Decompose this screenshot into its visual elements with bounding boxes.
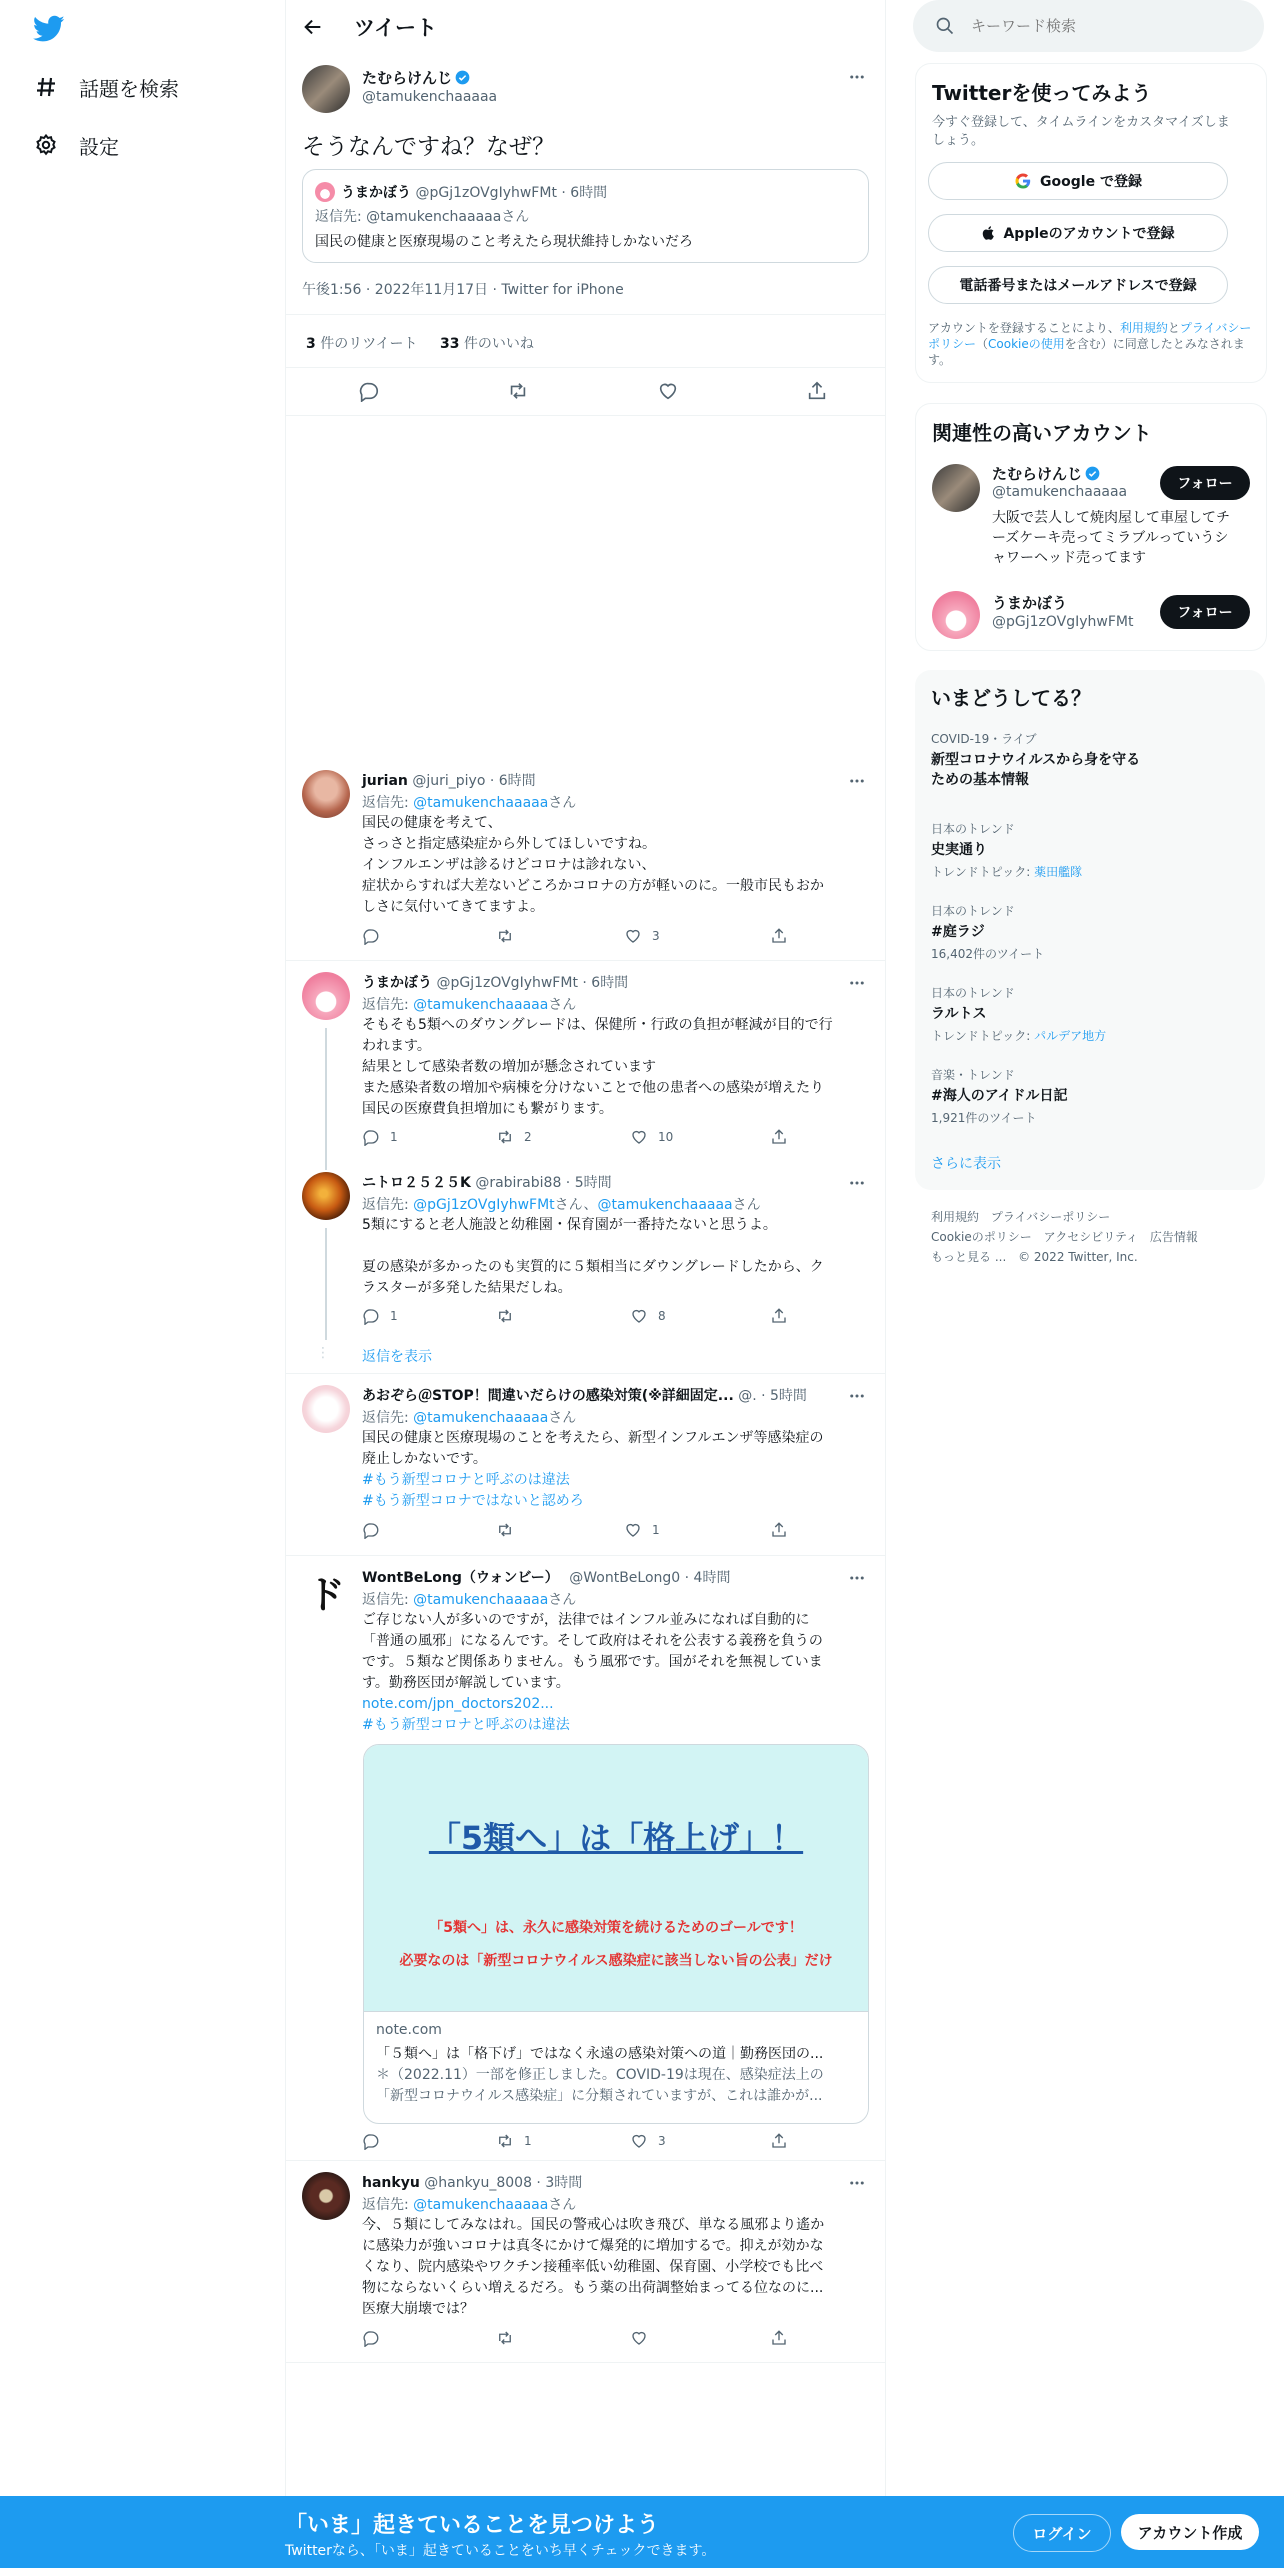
trend-category: 日本のトレンド: [931, 904, 1015, 918]
reply-to-link[interactable]: @tamukenchaaaaa: [413, 795, 549, 811]
reply-count: 1: [390, 1130, 398, 1144]
more-options-icon[interactable]: [848, 1569, 866, 1587]
reply-text: [362, 2215, 824, 2320]
reply-count: 1: [390, 1309, 398, 1323]
share-button[interactable]: [770, 2329, 798, 2347]
signup-label: アカウント作成: [1137, 2523, 1243, 2542]
text-line: 結果として感染者数の増加が懸念されています: [362, 1059, 656, 1075]
reply-tweet[interactable]: [286, 962, 885, 1162]
reply-to-line: [362, 1589, 576, 1609]
gear-icon: [33, 132, 59, 158]
reply-handle-time: @WontBeLong0 · 4時間: [569, 1570, 731, 1586]
trend-topic-link[interactable]: 薬田艦隊: [1034, 865, 1083, 879]
external-link[interactable]: note.com/jpn_doctors202...: [362, 1696, 554, 1712]
reply-icon: [362, 2329, 380, 2347]
verified-badge-icon: [1085, 466, 1100, 481]
footer-terms-link[interactable]: 利用規約: [931, 1210, 980, 1224]
text-line: す。勤務医団が解説しています。: [362, 1675, 570, 1691]
search-icon: [935, 16, 955, 36]
link-card[interactable]: [363, 1744, 869, 2124]
related-avatar[interactable]: [932, 591, 980, 639]
retweet-icon: [496, 2132, 514, 2150]
main-column: [285, 0, 886, 2568]
quoted-reply-to: [315, 206, 529, 226]
legal-text: と: [1167, 321, 1180, 335]
reply-icon: [362, 927, 380, 945]
reply-suffix: さん: [548, 2197, 577, 2213]
reply-author-name[interactable]: ニトロ２５２５K: [362, 1175, 471, 1191]
trend-category: 音楽・トレンド: [931, 1068, 1015, 1082]
share-icon: [770, 1307, 788, 1325]
like-icon: [630, 2132, 648, 2150]
trend-item[interactable]: [931, 820, 1251, 880]
hashtag-icon: [33, 74, 59, 100]
reply-author-name[interactable]: WontBeLong（ウォンビー）: [362, 1570, 559, 1586]
reply-author-name[interactable]: jurian: [362, 773, 408, 789]
nav-settings[interactable]: [33, 125, 119, 165]
bottom-signup-bar: [0, 2496, 1284, 2568]
share-button[interactable]: [770, 2132, 798, 2150]
apple-signup-button[interactable]: [928, 214, 1228, 252]
like-icon: [630, 2329, 648, 2347]
quoted-header: [341, 182, 607, 202]
retweet-button[interactable]: [496, 1128, 630, 1146]
reply-avatar[interactable]: [302, 1385, 350, 1433]
reply-handle-time: @pGj1zOVgIyhwFMt · 6時間: [436, 975, 629, 991]
apple-icon: [981, 224, 997, 242]
likes-stat[interactable]: [440, 336, 534, 352]
related-avatar[interactable]: [932, 464, 980, 512]
cookie-link[interactable]: Cookieの使用: [988, 337, 1065, 351]
signup-legal: [928, 320, 1253, 368]
reply-icon: [362, 1128, 380, 1146]
more-options-icon[interactable]: [848, 68, 866, 86]
apple-signup-label: Appleのアカウントで登録: [1003, 226, 1175, 242]
reply-button[interactable]: [362, 2329, 496, 2347]
trend-tweet-count: 16,402件のツイート: [931, 947, 1045, 961]
text-line: 大阪で芸人して焼肉屋して車屋してチ: [992, 510, 1230, 526]
trend-category: 日本のトレンド: [931, 986, 1015, 1000]
reply-actions: [362, 2329, 798, 2347]
reply-suffix: さん: [548, 997, 577, 1013]
related-title: 関連性の高いアカウント: [932, 421, 1152, 445]
footer-privacy-link[interactable]: プライバシーポリシー: [990, 1210, 1111, 1224]
text-line: ャワーヘッド売ってます: [992, 550, 1146, 566]
retweets-count: 3: [306, 336, 316, 352]
nav-explore[interactable]: [33, 67, 179, 107]
related-name-row: [992, 463, 1100, 484]
google-signup-label: Google で登録: [1040, 174, 1142, 190]
reply-to-link[interactable]: @tamukenchaaaaa: [413, 1592, 549, 1608]
tweet-meta[interactable]: 午後1:56 · 2022年11月17日 · Twitter for iPhone: [302, 282, 624, 298]
share-icon: [770, 1521, 788, 1539]
footer-more-link[interactable]: もっと見る ...: [931, 1250, 1007, 1264]
tweet-stats: [306, 333, 534, 353]
google-signup-button[interactable]: [928, 162, 1228, 200]
retweet-icon: [496, 927, 514, 945]
legal-text: アカウントを登録することにより、: [928, 321, 1120, 335]
like-button[interactable]: [624, 1521, 770, 1539]
reply-text: [362, 1015, 833, 1120]
text-line: 夏の感染が多かったのも実質的に５類相当にダウングレードしたから、ク: [362, 1259, 824, 1275]
retweet-button[interactable]: [496, 2132, 630, 2150]
bottom-bar-subtitle: Twitterなら、「いま」起きていることをいち早くチェックできます。: [285, 2543, 716, 2559]
trend-topic-prefix: トレンドトピック:: [931, 1029, 1035, 1043]
reply-suffix: さん: [548, 1410, 577, 1426]
quoted-text: 国民の健康と医療現場のこと考えたら現状維持しかないだろ: [315, 234, 693, 250]
reply-handle-time: @. · 5時間: [738, 1388, 807, 1404]
reply-actions: [362, 1521, 798, 1539]
share-button[interactable]: [770, 1128, 798, 1146]
reply-to-link[interactable]: @pGj1zOVgIyhwFMt: [413, 1197, 555, 1213]
text-line: ーズケーキ売ってミラブルっていうシ: [992, 530, 1229, 546]
trend-item[interactable]: [931, 1066, 1251, 1126]
text-line: しさに気付いてきてますよ。: [362, 899, 544, 915]
text-line: また感染者数の増加や病棟を分けないことで他の患者への感染が増えたり: [362, 1080, 824, 1096]
card-headline: 「5類へ」は「格上げ」！: [428, 1819, 804, 1857]
like-count: 1: [652, 1523, 660, 1537]
card-domain: note.com: [376, 2022, 442, 2038]
trend-item[interactable]: [931, 902, 1251, 962]
reply-author-name[interactable]: hankyu: [362, 2175, 420, 2191]
reply-to-line: [362, 1194, 761, 1214]
reply-to-line: [362, 1407, 576, 1427]
terms-link[interactable]: 利用規約: [1119, 321, 1168, 335]
trend-name: 新型コロナウイルスから身を守る: [931, 752, 1141, 768]
reply-text: [362, 1215, 824, 1299]
nav-explore-label: 話題を検索: [79, 76, 179, 101]
reply-button[interactable]: [362, 927, 496, 945]
search-box[interactable]: [913, 0, 1264, 52]
share-icon[interactable]: [806, 380, 828, 402]
retweet-icon: [496, 1128, 514, 1146]
author-name[interactable]: たむらけんじ: [362, 69, 453, 87]
reply-icon[interactable]: [358, 380, 380, 402]
retweets-label: 件のリツイート: [315, 336, 418, 352]
reply-header: [362, 972, 628, 992]
reply-prefix: 返信先:: [362, 997, 414, 1013]
reply-avatar[interactable]: [302, 770, 350, 818]
related-bio: [992, 508, 1230, 568]
trends-card: [915, 670, 1265, 1190]
text-line: そもそも5類へのダウングレードは、保健所・行政の負担が軽減が目的で行: [362, 1017, 833, 1033]
reply-button[interactable]: [362, 1521, 496, 1539]
like-icon: [630, 1128, 648, 1146]
share-button[interactable]: [770, 1521, 798, 1539]
reply-avatar[interactable]: [302, 1172, 350, 1220]
related-name[interactable]: うまかぼう: [992, 594, 1068, 612]
more-options-icon[interactable]: [848, 772, 866, 790]
google-icon: [1014, 172, 1032, 190]
like-count: 3: [652, 929, 660, 943]
reply-suffix: さん: [501, 209, 530, 225]
reply-to-link[interactable]: @tamukenchaaaaa: [413, 2197, 549, 2213]
share-icon: [770, 2132, 788, 2150]
share-icon: [770, 1128, 788, 1146]
left-nav: [0, 0, 285, 2568]
reply-actions: [362, 927, 798, 945]
like-button[interactable]: [624, 927, 770, 945]
like-icon: [624, 927, 642, 945]
retweet-icon: [496, 2329, 514, 2347]
reply-button[interactable]: [362, 2132, 496, 2150]
reply-prefix: 返信先:: [362, 795, 414, 811]
reply-icon: [362, 1521, 380, 1539]
search-input[interactable]: [969, 10, 1253, 42]
share-icon: [770, 927, 788, 945]
footer-accessibility-link[interactable]: アクセシビリティ: [1043, 1230, 1139, 1244]
reply-author-name[interactable]: あおぞら＠STOP！間違いだらけの感染対策(※詳細固定...: [362, 1388, 734, 1404]
reply-to-line: [362, 792, 576, 812]
reply-tweet[interactable]: [286, 1557, 885, 2169]
trend-item[interactable]: [931, 730, 1251, 790]
likes-label: 件のいいね: [459, 336, 534, 352]
reply-avatar[interactable]: [302, 972, 350, 1020]
login-button[interactable]: [1013, 2514, 1111, 2552]
signup-title: Twitterを使ってみよう: [932, 81, 1152, 105]
link-card-image: [364, 1745, 868, 2011]
retweets-stat[interactable]: [306, 336, 418, 352]
reply-text: [362, 1610, 823, 1736]
phone-signup-label: 電話番号またはメールアドレスで登録: [959, 278, 1197, 294]
card-subline: 「5類へ」は、永久に感染対策を続けるためのゴールです！: [429, 1920, 803, 1936]
trend-name: ための基本情報: [931, 772, 1029, 788]
text-line: です。５類など関係ありません。もう風邪です。国がそれを無視していま: [362, 1654, 823, 1670]
related-name[interactable]: たむらけんじ: [992, 465, 1083, 483]
like-button[interactable]: [630, 2329, 770, 2347]
text-line: 国民の健康を考えて、: [362, 815, 502, 831]
reply-prefix: 返信先:: [362, 1410, 414, 1426]
reply-actions: [362, 1128, 798, 1146]
reply-handle-time: @rabirabi88 · 5時間: [475, 1175, 612, 1191]
trend-name: #庭ラジ: [931, 924, 985, 940]
reply-to-link[interactable]: @tamukenchaaaaa: [413, 997, 549, 1013]
phone-email-signup-button[interactable]: [928, 266, 1228, 304]
reply-prefix: 返信先:: [362, 2197, 414, 2213]
text-line: ご存じない人が多いのですが，法律ではインフル並みになれば自動的に: [362, 1612, 810, 1628]
reply-header: [362, 770, 536, 790]
bottom-bar-title: 「いま」起きていることを見つけよう: [285, 2513, 660, 2538]
back-arrow-icon[interactable]: [302, 16, 324, 38]
text-line: [362, 1236, 824, 1257]
reply-to-link[interactable]: @tamukenchaaaaa: [413, 1410, 549, 1426]
trend-category: COVID-19・ライブ: [931, 732, 1037, 746]
share-button[interactable]: [770, 1307, 798, 1325]
tweet-text: そうなんですね？なぜ？: [302, 134, 555, 160]
reply-icon: [362, 1307, 380, 1325]
reply-avatar[interactable]: [302, 2172, 350, 2220]
login-label: ログイン: [1032, 2524, 1092, 2543]
related-handle[interactable]: @tamukenchaaaaa: [992, 484, 1128, 500]
trend-category: 日本のトレンド: [931, 822, 1015, 836]
text-line: くなり、院内感染やワクチン接種率低い幼稚園、保育園、小学校でも比べ: [362, 2259, 824, 2275]
likes-count: 33: [439, 336, 460, 352]
nav-settings-label: 設定: [79, 134, 119, 159]
more-options-icon[interactable]: [848, 2174, 866, 2192]
text-line: インフルエンザは診るけどコロナは診れない、: [362, 857, 656, 873]
author-handle[interactable]: @tamukenchaaaaa: [362, 89, 498, 105]
text-line: 国民の医療費負担増加にも繋がります。: [362, 1101, 613, 1117]
quoted-name: うまかぼう: [341, 185, 411, 201]
reply-prefix: 返信先:: [315, 209, 367, 225]
trend-topic-link[interactable]: パルデア地方: [1034, 1029, 1107, 1043]
card-description: ＊（2022.11）一部を修正しました。COVID-19は現在、感染症法上の: [376, 2067, 824, 2083]
footer-links: [931, 1207, 1261, 1267]
trend-name: 史実通り: [931, 842, 987, 858]
show-replies-link[interactable]: 返信を表示: [362, 1349, 432, 1365]
retweet-count: 1: [524, 2134, 532, 2148]
legal-text: みなされます。: [928, 337, 1245, 367]
twitter-logo-icon[interactable]: [33, 15, 65, 43]
reply-handle-time: @juri_piyo · 6時間: [412, 773, 536, 789]
text-line: 物にならないくらい増えるだろ。もう薬の出荷調整始まってる位なのに...: [362, 2280, 824, 2296]
text-line: しょう。: [932, 133, 985, 148]
author-name-row: [362, 67, 470, 88]
text-line: われます。: [362, 1038, 431, 1054]
privacy-link[interactable]: バシーポリシー: [928, 321, 1252, 351]
text-line: ラスターが多発した結果だしね。: [362, 1280, 572, 1296]
reply-header: [362, 1385, 807, 1405]
related-accounts-card: [915, 403, 1267, 651]
reply-author-name[interactable]: うまかぼう: [362, 975, 432, 991]
like-icon: [630, 1307, 648, 1325]
hashtag-link[interactable]: #もう新型コロナと呼ぶのは違法: [362, 1717, 570, 1733]
follow-button[interactable]: [1160, 466, 1250, 500]
legal-text: を含む）に同意したと: [1064, 337, 1185, 351]
text-line: さっさと指定感染症から外してほしいですね。: [362, 836, 656, 852]
like-icon: [624, 1521, 642, 1539]
reply-to-line: [362, 2194, 576, 2214]
reply-tweet[interactable]: [286, 2162, 885, 2362]
text-line: に感染力が強いコロナは真冬にかけて爆発的に増加するで。抑えが効かな: [362, 2238, 824, 2254]
footer-ads-link[interactable]: 広告情報: [1149, 1230, 1198, 1244]
reply-prefix: 返信先:: [362, 1592, 414, 1608]
quoted-tweet[interactable]: [302, 169, 869, 263]
text-line: 国民の健康と医療現場のことを考えたら、新型インフルエンザ等感染症の: [362, 1430, 824, 1446]
follow-label: フォロー: [1177, 605, 1233, 621]
reply-icon: [362, 2132, 380, 2150]
thread-ellipsis: ⋮: [316, 1345, 332, 1361]
hashtag-link[interactable]: #もう新型コロナではないと認めろ: [362, 1493, 584, 1509]
retweet-icon[interactable]: [507, 380, 529, 402]
more-options-icon[interactable]: [848, 1387, 866, 1405]
reply-handle-time: @hankyu_8008 · 3時間: [424, 2175, 583, 2191]
share-button[interactable]: [770, 927, 798, 945]
reply-text: [362, 813, 824, 918]
reply-to-line: [362, 994, 576, 1014]
card-subline: 必要なのは「新型コロナウイルス感染症に該当しない旨の公表」だけ: [399, 1953, 833, 1969]
main-tweet-actions: [358, 380, 828, 402]
footer-cookie-link[interactable]: Cookieのポリシー: [931, 1230, 1032, 1244]
page-header: [286, 0, 885, 53]
show-more-link[interactable]: さらに表示: [931, 1156, 1001, 1172]
follow-button[interactable]: [1160, 595, 1250, 629]
reply-handle: @tamukenchaaaaa: [366, 209, 502, 225]
retweet-button[interactable]: [496, 1521, 624, 1539]
retweet-button[interactable]: [496, 1307, 630, 1325]
trend-name: ラルトス: [931, 1006, 987, 1022]
reply-actions: [362, 2132, 798, 2150]
reply-tweet[interactable]: [286, 1162, 885, 1342]
signup-subtitle: [932, 114, 1230, 150]
retweet-icon: [496, 1307, 514, 1325]
retweet-button[interactable]: [496, 927, 624, 945]
like-button[interactable]: [630, 2132, 770, 2150]
text-line: 症状からすれば大差ないどころかコロナの方が軽いのに。一般市民もおか: [362, 878, 824, 894]
hashtag-link[interactable]: #もう新型コロナと呼ぶのは違法: [362, 1472, 570, 1488]
author-avatar[interactable]: [302, 65, 350, 113]
retweet-icon: [496, 1521, 514, 1539]
reply-tweet[interactable]: [286, 1375, 885, 1555]
signup-button[interactable]: [1121, 2514, 1259, 2550]
quoted-avatar: [315, 182, 335, 202]
text-line: 今、５類にしてみなはれ。国民の警戒心は吹き飛び、単なる風邪より遙か: [362, 2217, 825, 2233]
reply-header: [362, 1567, 730, 1587]
reply-button[interactable]: [362, 1128, 496, 1146]
reply-avatar[interactable]: [302, 1567, 350, 1615]
card-title: 「５類へ」は「格下げ」ではなく永遠の感染対策への道｜勤務医団の...: [376, 2046, 824, 2062]
follow-label: フォロー: [1177, 476, 1233, 492]
like-count: 3: [658, 2134, 666, 2148]
reply-prefix: 返信先:: [362, 1197, 414, 1213]
retweet-count: 2: [524, 1130, 532, 1144]
related-handle[interactable]: @pGj1zOVgIyhwFMt: [992, 614, 1134, 630]
reply-header: [362, 2172, 582, 2192]
privacy-link[interactable]: プライ: [1179, 321, 1216, 335]
text-line: 廃止しかないです。: [362, 1451, 487, 1467]
retweet-button[interactable]: [496, 2329, 630, 2347]
text-line: 今すぐ登録して、タイムラインをカスタマイズしま: [932, 115, 1230, 130]
verified-badge-icon: [455, 70, 470, 85]
share-icon: [770, 2329, 788, 2347]
reply-to-link[interactable]: @tamukenchaaaaa: [597, 1197, 733, 1213]
like-icon[interactable]: [657, 380, 679, 402]
trend-tweet-count: 1,921件のツイート: [931, 1111, 1037, 1125]
reply-mid: さん、: [554, 1197, 598, 1213]
text-line: 5類にすると老人施設と幼稚園・保育園が一番持たないと思うよ。: [362, 1217, 777, 1233]
reply-suffix: さん: [548, 1592, 577, 1608]
more-options-icon[interactable]: [848, 1174, 866, 1192]
reply-button[interactable]: [362, 1307, 496, 1325]
card-description: 「新型コロナウイルス感染症」に分類されていますが、これは誰かが...: [376, 2088, 823, 2104]
reply-tweet[interactable]: [286, 760, 885, 960]
like-count: 8: [658, 1309, 666, 1323]
quoted-handle-time: @pGj1zOVgIyhwFMt · 6時間: [415, 185, 608, 201]
reply-header: [362, 1172, 612, 1192]
text-line: 医療大崩壊では？: [362, 2301, 474, 2317]
signup-card: [915, 63, 1267, 383]
trend-name: #海人のアイドル日記: [931, 1088, 1068, 1104]
page-title: ツイート: [354, 15, 437, 40]
footer-copyright: © 2022 Twitter, Inc.: [1018, 1250, 1138, 1264]
reply-suffix: さん: [732, 1197, 761, 1213]
avatar-glyph: ド: [306, 1572, 345, 1615]
more-options-icon[interactable]: [848, 974, 866, 992]
trends-title: いまどうしてる？: [931, 686, 1091, 710]
text-line: 「普通の風邪」になるんです。そして政府はそれを公表する義務を負うの: [362, 1633, 823, 1649]
reply-actions: [362, 1307, 798, 1325]
like-count: 10: [658, 1130, 674, 1144]
reply-suffix: さん: [548, 795, 577, 811]
legal-text: （: [976, 337, 989, 351]
like-button[interactable]: [630, 1128, 770, 1146]
reply-text: [362, 1428, 823, 1512]
like-button[interactable]: [630, 1307, 770, 1325]
trend-topic-prefix: トレンドトピック:: [931, 865, 1035, 879]
trend-item[interactable]: [931, 984, 1251, 1044]
